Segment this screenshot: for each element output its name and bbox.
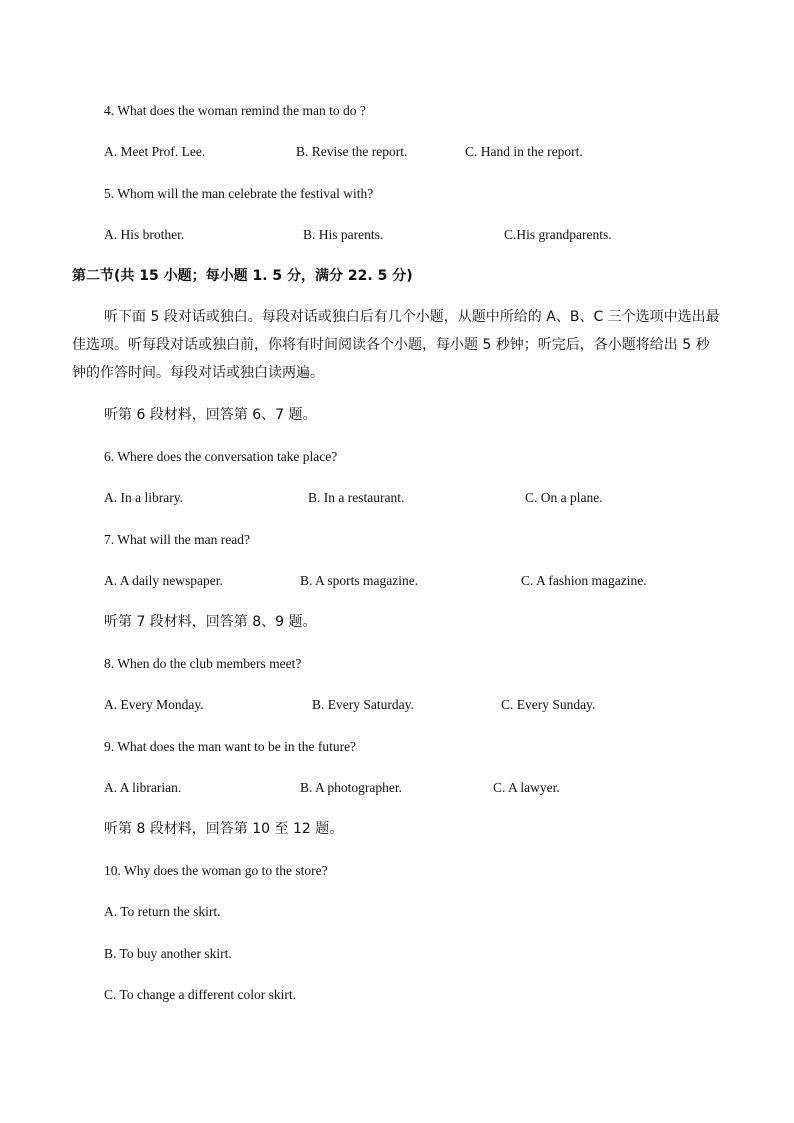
q5-option-a: A. His brother. — [104, 227, 185, 242]
material-8-label: 听第 8 段材料，回答第 10 至 12 题。 — [104, 821, 344, 837]
question-5: 5. Whom will the man celebrate the festival with? — [104, 186, 374, 201]
q6-option-c: C. On a plane. — [525, 490, 603, 505]
question-8: 8. When do the club members meet? — [104, 656, 302, 671]
material-7-label: 听第 7 段材料，回答第 8、9 题。 — [104, 614, 317, 630]
q6-option-a: A. In a library. — [104, 490, 183, 505]
q4-option-a: A. Meet Prof. Lee. — [104, 144, 206, 159]
q8-option-c: C. Every Sunday. — [501, 697, 596, 712]
question-4: 4. What does the woman remind the man to do ? — [104, 103, 366, 118]
section-instructions — [72, 303, 722, 387]
q9-option-b: B. A photographer. — [300, 780, 402, 795]
q9-option-c: C. A lawyer. — [493, 780, 560, 795]
q10-option-a: A. To return the skirt. — [104, 904, 221, 919]
q4-option-c: C. Hand in the report. — [465, 144, 583, 159]
q10-option-c: C. To change a different color skirt. — [104, 987, 296, 1002]
q6-option-b: B. In a restaurant. — [308, 490, 405, 505]
q5-option-c: C.His grandparents. — [504, 227, 612, 242]
question-7: 7. What will the man read? — [104, 532, 250, 547]
q9-option-a: A. A librarian. — [104, 780, 182, 795]
material-6-label: 听第 6 段材料，回答第 6、7 题。 — [104, 407, 317, 423]
section-heading: 第二节(共 15 小题；每小题 1. 5 分，满分 22. 5 分) — [72, 268, 413, 284]
q5-option-b: B. His parents. — [303, 227, 384, 242]
question-6: 6. Where does the conversation take place? — [104, 449, 338, 464]
q10-option-b: B. To buy another skirt. — [104, 946, 232, 961]
question-10: 10. Why does the woman go to the store? — [104, 863, 328, 878]
q8-option-a: A. Every Monday. — [104, 697, 204, 712]
question-9: 9. What does the man want to be in the future? — [104, 739, 357, 754]
instructions-text: 听下面 5 段对话或独白。每段对话或独白后有几个小题，从题中所给的 A、B、C 三个选项中选出最佳选项。听每段对话或独白前，你将有时间阅读各个小题，每小题 5 秒钟；听完后，各小题将给出 5 秒钟的作答时间。每段对话或独白读两遍。 — [72, 309, 720, 381]
q7-option-c: C. A fashion magazine. — [521, 573, 647, 588]
q8-option-b: B. Every Saturday. — [312, 697, 414, 712]
q7-option-b: B. A sports magazine. — [300, 573, 419, 588]
q7-option-a: A. A daily newspaper. — [104, 573, 223, 588]
q4-option-b: B. Revise the report. — [296, 144, 408, 159]
